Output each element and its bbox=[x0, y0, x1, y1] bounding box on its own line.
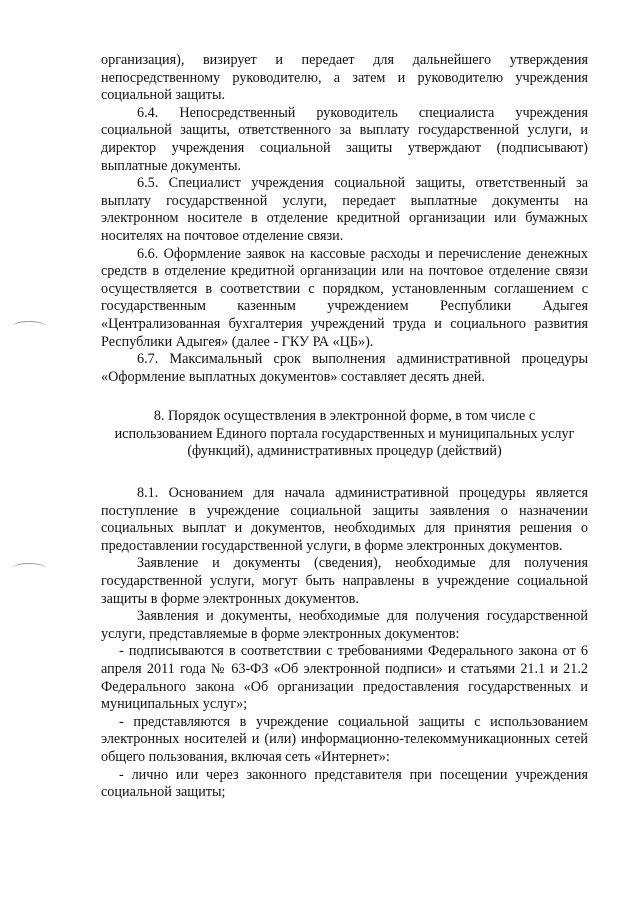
paragraph-6-5: 6.5. Специалист учреждения социальной защиты, ответственный за выплату государственной услуги, передает выплатные документы на электронном носителе в отделение кредитной организации или бумажных носителях на почтовое отделение связи. bbox=[101, 175, 588, 244]
scan-artifact-mark bbox=[12, 321, 46, 332]
paragraph-6-6: 6.6. Оформление заявок на кассовые расходы и перечисление денежных средств в отделение кредитной организации или на почтовое отделение связи осуществляется в соответствии с порядком, установленным соглашением с государственным казенным учреждением Республики Адыгея «Централизованная бухгалтерия учреждений труда и социального развития Республики Адыгея» (далее - ГКУ РА «ЦБ»). bbox=[101, 245, 588, 350]
paragraph-applications: Заявления и документы, необходимые для получения государственной услуги, представляемые в форме электронных документов: bbox=[101, 608, 588, 642]
section-heading: 8. Порядок осуществления в электронной форме, в том числе с использованием Единого портала государственных и муниципальных услуг (функций), административных процедур (действий) bbox=[114, 408, 575, 460]
paragraph-continuation: организация), визирует и передает для дальнейшего утверждения непосредственному руководителю, а затем и руководителю учреждения социальной защиты. bbox=[101, 52, 588, 104]
paragraph-6-4: 6.4. Непосредственный руководитель специалиста учреждения социальной защиты, ответственного за выплату государственной услуги, и директор учреждения социальной защиты утверждают (подписывают) выплатные документы. bbox=[101, 104, 588, 174]
list-item-in-person: - лично или через законного представителя при посещении учреждения социальной защиты; bbox=[101, 766, 588, 801]
document-body bbox=[101, 52, 588, 802]
list-item-signed: - подписываются в соответствии с требованиями Федерального закона от 6 апреля 2011 года № 63-ФЗ «Об электронной подписи» и статьями 21.1 и 21.2 Федерального закона «Об организации предоставления государственных и муниципальных услуг»; bbox=[101, 643, 588, 713]
paragraph-statement-documents: Заявление и документы (сведения), необходимые для получения государственной услуги, могут быть направлены в учреждение социальной защиты в форме электронных документов. bbox=[101, 555, 588, 607]
paragraph-6-7: 6.7. Максимальный срок выполнения административной процедуры «Оформление выплатных документов» составляет десять дней. bbox=[101, 351, 588, 385]
list-item-submitted: - представляются в учреждение социальной защиты с использованием электронных носителей и (или) информационно-телекоммуникационных сетей общего пользования, включая сеть «Интернет»: bbox=[101, 713, 588, 765]
scan-artifact-mark bbox=[12, 563, 46, 574]
paragraph-8-1: 8.1. Основанием для начала административной процедуры является поступление в учреждение социальной защиты заявления о назначении социальных выплат и документов, необходимых для принятия решения о предоставлении государственной услуги, в форме электронных документов. bbox=[101, 485, 588, 554]
